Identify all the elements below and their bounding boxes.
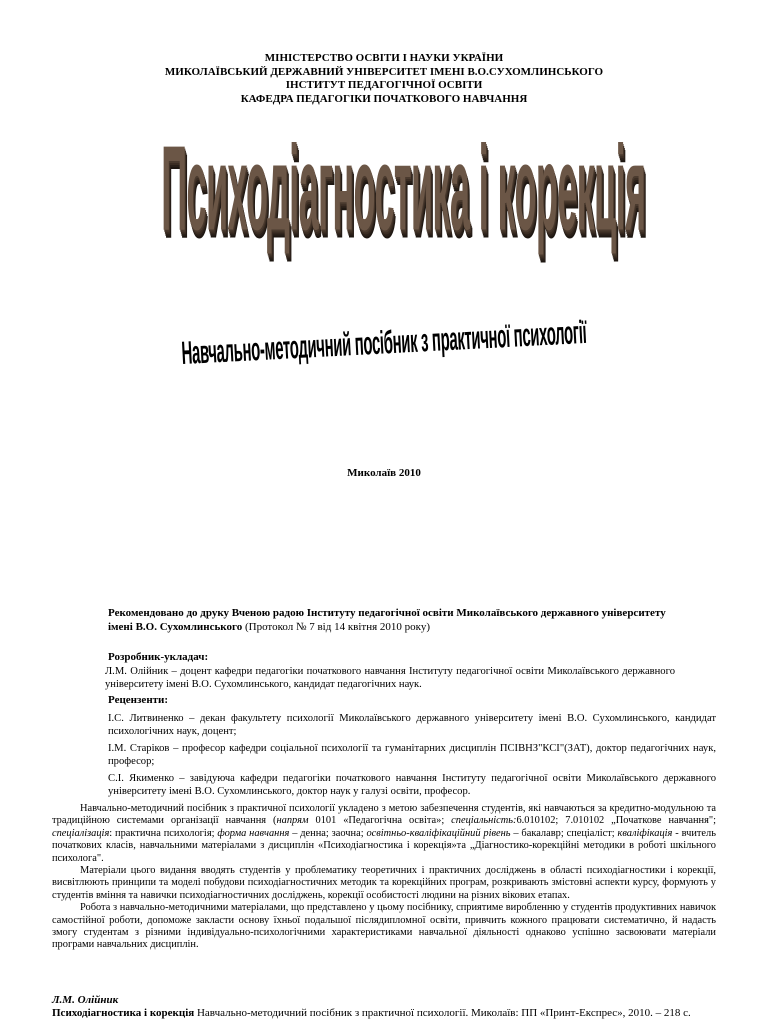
header-ministry: МІНІСТЕРСТВО ОСВІТИ І НАУКИ УКРАЇНИ: [264, 52, 504, 64]
developer-text: Л.М. Олійник – доцент кафедри педагогіки початкового навчання Інституту педагогічної освіти Миколаївського державного університету імені В.О. Сухомлинського, кандидат педагогічних наук.: [105, 666, 675, 690]
bibliography-entry: [52, 1007, 752, 1019]
header-institute: ІНСТИТУТ ПЕДАГОГІЧНОЇ ОСВІТИ: [285, 79, 483, 91]
document-title: Психодіагностика і корекція: [161, 122, 646, 257]
header-department: КАФЕДРА ПЕДАГОГІКИ ПОЧАТКОВОГО НАВЧАННЯ: [240, 92, 528, 105]
reviewers-label: Рецензенти:: [108, 694, 169, 706]
reviewer-item: І.С. Литвиненко – декан факультету психології Миколаївського державного університету імені В.О. Сухомлинського, кандидат психологічних наук, доцент;: [108, 713, 716, 737]
bibliography-title: Психодіагностика і корекція: [52, 1007, 195, 1019]
bibliography-author: Л.М. Олійник: [52, 994, 119, 1006]
recommendation-statement: [108, 606, 688, 634]
document-subtitle: Навчально-методичний посібник з практичної психології: [180, 314, 588, 373]
reviewer-item: С.І. Якименко – завідуюча кафедри педагогіки початкового навчання Інституту педагогічної освіти Миколаївського державного університету імені В.О. Сухомлинського, доктор наук у галузі освіти, професор.: [108, 773, 716, 797]
recommendation-bold: Рекомендовано до друку Вченою радою Інституту педагогічної освіти Миколаївського державного університету імені В.О. Сухомлинського: [108, 607, 666, 633]
developer-label: Розробник-укладач:: [108, 651, 209, 663]
annotation-paragraph: Робота з навчально-методичними матеріалами, що представлено у цьому посібнику, сприятиме виробленню у студентів продуктивних навичок самостійної роботи, допоможе закласти основу їхньої подальшої післядипломної освіти, привчить кожного працювати систематично, й надасть змогу студентам з різними індивідуально-психологічними характеристиками навчальної діяльності однаково успішно засвоювати матеріали програми навчальних дисциплін.: [52, 902, 716, 951]
recommendation-protocol: (Протокол № 7 від 14 квітня 2010 року): [242, 621, 431, 633]
ministry-header: [0, 52, 768, 106]
annotation-paragraph: Матеріали цього видання вводять студентів у проблематику теоретичних і практичних досліджень в області психодіагностики і корекції, висвітлюють принципи та моделі побудови психодіагностичних методик та корекційних програм, розкривають змістовні аспекти курсу, формують у студентів вміння та навички психодіагностичних досліджень, корекції особистості людини на різних вікових етапах.: [52, 865, 716, 901]
city-year: Миколаїв 2010: [347, 467, 421, 479]
reviewer-item: І.М. Старіков – професор кафедри соціальної психології та гуманітарних дисциплін ПСІВНЗ"КСІ"(ЗАТ), доктор педагогічних наук, професор;: [108, 743, 716, 767]
annotation-text: [52, 803, 716, 952]
header-university: МИКОЛАЇВСЬКИЙ ДЕРЖАВНИЙ УНІВЕРСИТЕТ ІМЕНІ В.О.СУХОМЛИНСЬКОГО: [164, 65, 604, 78]
bibliography-details: Навчально-методичний посібник з практичної психології. Миколаїв: ПП «Принт-Експрес», 2010. – 218 с.: [194, 1007, 691, 1019]
annotation-paragraph: Навчально-методичний посібник з практичної психології укладено з метою забезпечення студентів, які навчаються за кредитно-модульною та традиційною системами організації навчання (напрям 0101 «Педагогічна освіта»; спеціальність:6.010102; 7.010102 „Початкове навчання"; спеціалізація: практична психологія; форма навчання – денна; заочна; освітньо-кваліфікаційний рівень – бакалавр; спеціаліст; кваліфікація - вчитель початкових класів, навчальними матеріалами з дисциплін «Психодіагностика і корекція»та „Діагностико-корекційні методики в роботі шкільного психолога".: [52, 803, 716, 864]
